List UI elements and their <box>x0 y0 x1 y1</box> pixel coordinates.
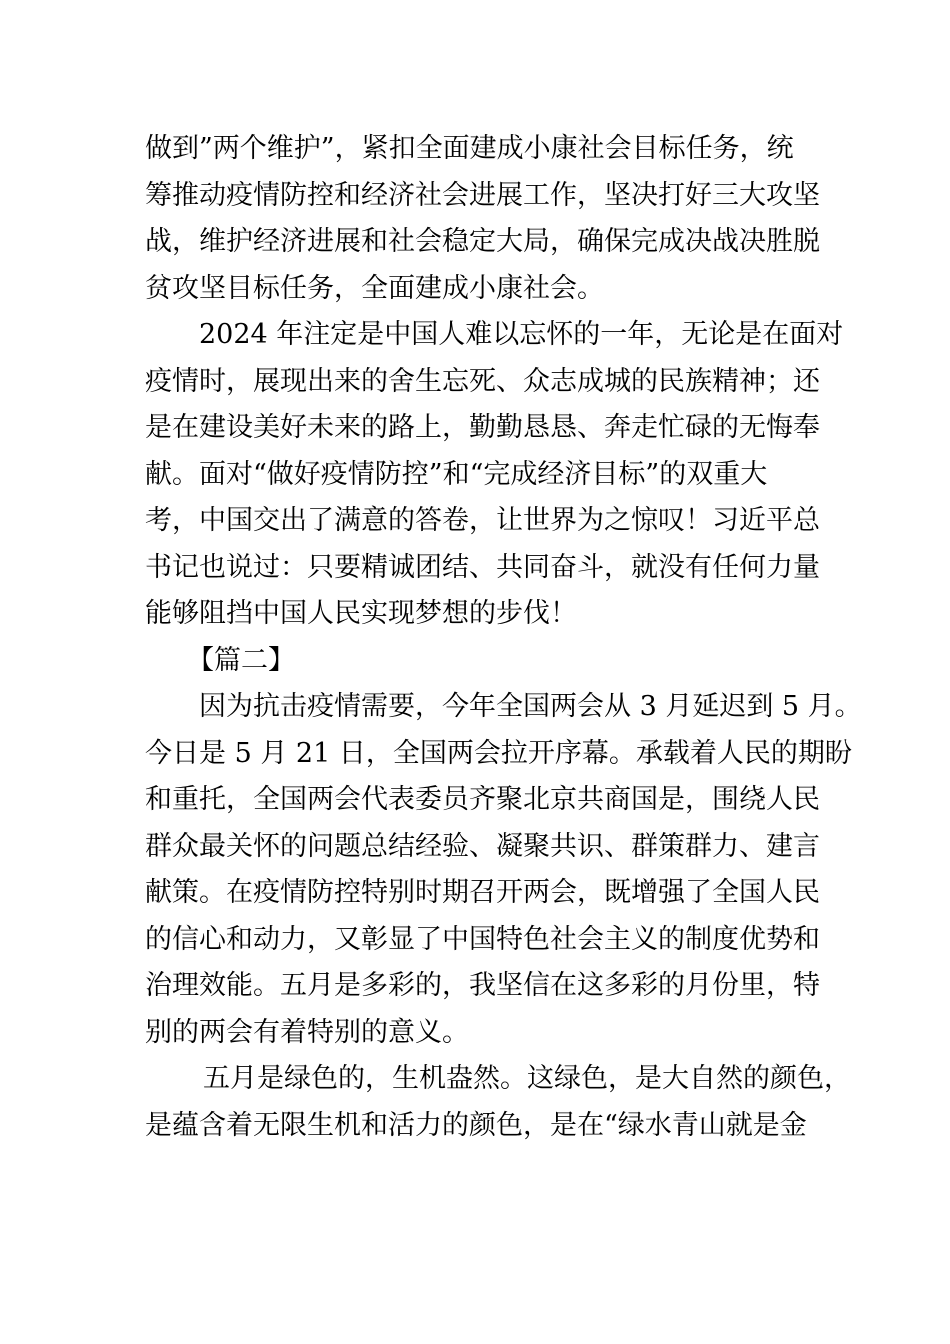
text-line: 是在建设美好未来的路上，勤勤恳恳、奔走忙碌的无悔奉 <box>145 412 820 443</box>
text-line: 战，维护经济进展和社会稳定大局，确保完成决战决胜脱 <box>145 226 820 257</box>
text-line: 献。面对“做好疫情防控”和“完成经济目标”的双重大 <box>145 458 768 490</box>
text-line: 是蕴含着无限生机和活力的颜色，是在“绿水青山就是金 <box>145 1109 807 1141</box>
text-line: 筹推动疫情防控和经济社会进展工作，坚决打好三大攻坚 <box>145 179 820 211</box>
text-line: 献策。在疫情防控特别时期召开两会，既增强了全国人民 <box>145 877 820 908</box>
text-line: 能够阻挡中国人民实现梦想的步伐！ <box>145 598 577 629</box>
paragraph-first-line: 因为抗击疫情需要，今年全国两会从 3 月延迟到 5 月。 <box>199 691 862 722</box>
text-line: 书记也说过：只要精诚团结、共同奋斗，就没有任何力量 <box>145 551 820 583</box>
document-body <box>145 126 862 1149</box>
text-line: 别的两会有着特别的意义。 <box>145 1016 469 1048</box>
paragraph-first-line: 五月是绿色的，生机盎然。这绿色，是大自然的颜色， <box>203 1063 851 1094</box>
text-line: 今日是 5 月 21 日，全国两会拉开序幕。承载着人民的期盼 <box>145 737 852 769</box>
text-line: 做到”两个维护”，紧扣全面建成小康社会目标任务，统 <box>145 133 794 164</box>
text-line: 的信心和动力，又彰显了中国特色社会主义的制度优势和 <box>145 923 820 955</box>
text-line: 和重托，全国两会代表委员齐聚北京共商国是，围绕人民 <box>145 784 820 815</box>
text-line: 考，中国交出了满意的答卷，让世界为之惊叹！习近平总 <box>145 505 820 536</box>
text-line: 疫情时，展现出来的舍生忘死、众志成城的民族精神；还 <box>145 365 820 397</box>
section-heading: 【篇二】 <box>187 644 295 676</box>
text-line: 群众最关怀的问题总结经验、凝聚共识、群策群力、建言 <box>145 830 820 862</box>
text-line: 贫攻坚目标任务，全面建成小康社会。 <box>145 272 604 304</box>
paragraph-first-line: 2024 年注定是中国人难以忘怀的一年，无论是在面对 <box>199 319 844 350</box>
text-line: 治理效能。五月是多彩的，我坚信在这多彩的月份里，特 <box>145 970 820 1001</box>
